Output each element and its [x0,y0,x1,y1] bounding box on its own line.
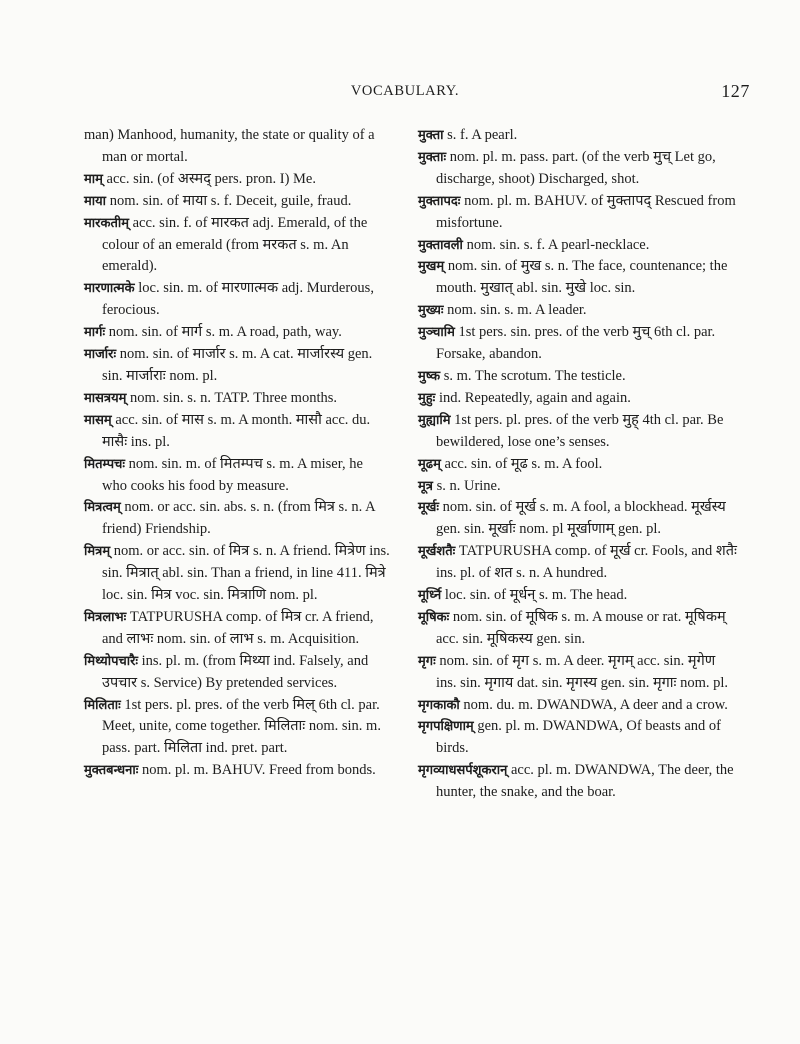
entry-headword: मूर्खः [418,500,440,516]
entry-headword: मुक्तबन्धनाः [84,763,139,779]
entry-definition: TATPURUSHA comp. of मूर्ख cr. Fools, and शतैः ins. pl. of शत s. n. A hundred. [436,543,737,582]
dictionary-entry [418,366,738,388]
dictionary-entry [84,541,390,607]
entry-headword: मुहुः [418,390,436,406]
entry-definition: nom. sin. of मार्जार s. m. A cat. मार्जारस्य gen. sin. मार्जाराः nom. pl. [102,346,373,384]
dictionary-entry [418,147,738,191]
dictionary-entry [84,322,390,344]
entry-headword: मारणात्मके [84,281,135,297]
dictionary-entry [418,454,738,476]
entry-headword: मित्रम् [84,544,111,560]
entry-definition: nom. sin. of मूषिक s. m. A mouse or rat. मूषिकम् acc. sin. मूषिकस्य gen. sin. [436,608,726,647]
entry-headword: मुख्यः [418,303,444,319]
entry-definition: man) Manhood, humanity, the state or quality of a man or mortal. [84,127,375,165]
entry-headword: मुक्तापदः [418,193,461,209]
dictionary-entry [84,497,390,541]
dictionary-entry [418,760,738,804]
running-title: VOCABULARY. [350,83,460,99]
entry-definition: s. n. Urine. [436,477,501,494]
entry-headword: माया [84,193,107,209]
entry-headword: मुष्क [418,368,441,384]
entry-definition: loc. sin. m. of मारणात्मक adj. Murderous, ferocious. [102,280,374,319]
dictionary-entry [84,695,390,761]
entry-definition: TATPURUSHA comp. of मित्र cr. A friend, and लाभः nom. sin. of लाभ s. m. Acquisition. [102,608,374,647]
entry-definition: nom. pl. m. BAHUV. Freed from bonds. [142,762,376,779]
entry-definition: nom. sin. of माया s. f. Deceit, guile, fraud. [109,192,352,209]
dictionary-entry [84,651,390,695]
entry-headword: माम् [84,171,103,187]
entry-headword: मितम्पचः [84,456,125,472]
left-column [84,125,390,782]
entry-headword: मित्रलाभः [84,609,127,625]
entry-definition: nom. pl. m. pass. part. (of the verb मुच् Let go, discharge, shoot) Discharged, shot. [436,148,716,187]
entry-definition: nom. pl. m. BAHUV. of मुक्तापद् Rescued from misfortune. [436,192,736,231]
entry-definition: nom. sin. of मृग s. m. A deer. मृगम् acc. sin. मृगेण ins. sin. मृगाय dat. sin. मृगस्य gen. sin. मृगाः nom. pl. [436,652,729,691]
entry-definition: loc. sin. of मूर्धन् s. m. The head. [444,587,628,604]
entry-headword: मृगव्याधसर्पशूकरान् [418,763,508,779]
entry-headword: मूढम् [418,456,441,472]
entry-definition: ind. Repeatedly, again and again. [438,389,631,406]
entry-headword: मुञ्चामि [418,325,455,341]
entry-definition: acc. sin. f. of मारकत adj. Emerald, of the colour of an emerald (from मरकत s. m. An emerald). [102,214,368,275]
entry-headword: मृगः [418,653,436,669]
entry-headword: मूर्खशतैः [418,544,456,560]
entry-headword: मृगकाकौ [418,697,460,713]
dictionary-entry [84,760,390,782]
dictionary-entry [84,213,390,279]
running-head [60,83,750,105]
entry-definition: nom. sin. of मुख s. n. The face, countenance; the mouth. मुखात् abl. sin. मुखे loc. sin. [436,258,728,297]
entry-definition: acc. sin. of मास s. m. A month. मासौ acc. du. मासैः ins. pl. [102,411,371,450]
entry-definition: nom. sin. s. f. A pearl-necklace. [466,236,650,253]
dictionary-entry [84,454,390,498]
dictionary-entry [84,607,390,651]
entry-definition: nom. sin. of मार्ग s. m. A road, path, way. [108,324,342,341]
dictionary-entry [84,191,390,213]
entry-headword: मूत्र [418,478,433,494]
entry-definition: nom. sin. s. m. A leader. [447,302,587,319]
entry-definition: acc. sin. (of अस्मद् pers. pron. I) Me. [106,170,316,187]
dictionary-entry [418,388,738,410]
entry-definition: gen. pl. m. DWANDWA, Of beasts and of birds. [436,718,721,757]
entry-definition: nom. sin. of मूर्ख s. m. A fool, a blockhead. मूर्खस्य gen. sin. मूर्खाः nom. pl मूर्खाणाम् gen. pl. [436,499,726,538]
entry-headword: मित्रत्वम् [84,500,121,516]
dictionary-entry [418,476,738,498]
entry-headword: मुक्तावली [418,237,463,253]
dictionary-entry [418,541,738,585]
entry-definition: nom. sin. m. of मितम्पच s. m. A miser, he who cooks his food by measure. [102,455,363,494]
entry-headword: मुखम् [418,259,445,275]
dictionary-entry [84,388,390,410]
entry-definition: nom. or acc. sin. of मित्र s. n. A friend. मित्रेण ins. sin. मित्रात् abl. sin. Than a friend, in line 411. मित्रे loc. sin. मित्र voc. sin. मित्राणि nom. pl. [102,543,390,604]
dictionary-entry [418,716,738,760]
entry-headword: मुह्यामि [418,412,451,428]
entry-headword: मूषिकः [418,609,450,625]
entry-definition: s. m. The scrotum. The testicle. [443,367,626,384]
dictionary-entry [418,410,738,454]
entry-definition: 1st pers. pl. pres. of the verb मिल् 6th cl. par. Meet, unite, come together. मिलिताः nom. sin. m. pass. part. मिलिता ind. pret. part. [102,696,381,757]
page-number: 127 [721,81,750,101]
dictionary-entry [84,125,390,169]
dictionary-entry [84,410,390,454]
dictionary-entry [418,235,738,257]
dictionary-entry [84,278,390,322]
dictionary-entry [418,651,738,695]
dictionary-entry [418,695,738,717]
dictionary-entry [418,256,738,300]
dictionary-entry [418,607,738,651]
entry-headword: मृगपक्षिणाम् [418,719,474,735]
entry-headword: मारकतीम् [84,215,129,231]
entry-definition: nom. sin. s. n. TATP. Three months. [130,389,337,406]
entry-definition: acc. pl. m. DWANDWA, The deer, the hunter, the snake, and the boar. [436,762,734,801]
entry-headword: मुक्ता [418,128,444,143]
dictionary-entry [84,344,390,388]
entry-headword: मुक्ताः [418,149,447,165]
entry-headword: मिथ्योपचारैः [84,653,139,669]
entry-headword: मासत्रयम् [84,390,127,406]
dictionary-entry [418,585,738,607]
entry-headword: मिलिताः [84,697,121,713]
entry-definition: ins. pl. m. (from मिथ्या ind. Falsely, and उपचार s. Service) By pretended services. [102,652,369,691]
dictionary-entry [418,125,738,147]
entry-headword: मासम् [84,412,112,428]
entry-headword: मार्गः [84,325,106,341]
dictionary-entry [418,322,738,366]
entry-definition: nom. or acc. sin. abs. s. n. (from मित्र s. n. A friend) Friendship. [102,499,375,538]
entry-headword: मार्जारः [84,347,117,363]
dictionary-entry [418,300,738,322]
entry-headword: मूर्ध्नि [418,588,442,604]
entry-definition: acc. sin. of मूढ s. m. A fool. [444,455,603,472]
dictionary-entry [418,497,738,541]
dictionary-entry [84,169,390,191]
entry-definition: 1st pers. pl. pres. of the verb मुह् 4th cl. par. Be bewildered, lose one’s senses. [436,411,724,450]
entry-definition: nom. du. m. DWANDWA, A deer and a crow. [463,696,728,713]
dictionary-entry [418,191,738,235]
entry-definition: 1st pers. sin. pres. of the verb मुच् 6th cl. par. Forsake, abandon. [436,324,716,363]
entry-definition: s. f. A pearl. [447,127,518,143]
right-column [418,125,738,804]
